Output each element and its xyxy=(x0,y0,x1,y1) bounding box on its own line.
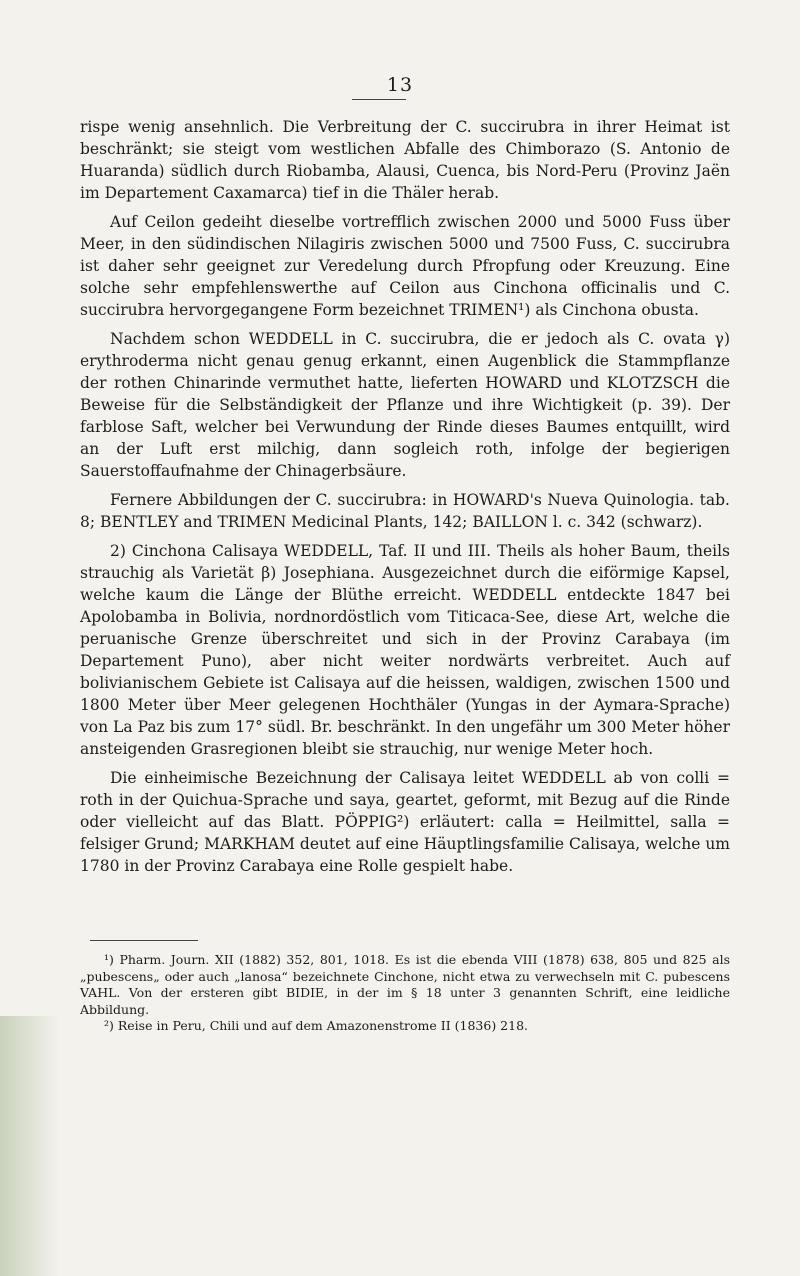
footnotes xyxy=(80,952,730,1035)
paragraph: Auf Ceilon gedeiht dieselbe vortrefflich zwischen 2000 und 5000 Fuss über Meer, in den südindischen Nilagiris zwischen 5000 und 7500 Fuss, C. succirubra ist daher sehr geeignet zur Veredelung durch Pfropfung oder Kreuzung. Eine solche sehr empfehlenswerthe auf Ceilon aus Cinchona officinalis und C. succirubra hervorgegangene Form bezeichnet TRIMEN¹) als Cinchona obusta. xyxy=(80,213,730,319)
body-text xyxy=(80,116,730,884)
footnote: ¹) Pharm. Journ. XII (1882) 352, 801, 1018. Es ist die ebenda VIII (1878) 638, 805 und 825 als „pubescens„ oder auch „lanosa“ bezeichnete Cinchone, nicht etwa zu verwechseln mit C. pubescens VAHL. Von der ersteren gibt BIDIE, in der im § 18 unter 3 genannten Schrift, eine leidliche Abbildung. xyxy=(80,952,730,1017)
page-number: 13 xyxy=(386,74,414,96)
paragraph: Fernere Abbildungen der C. succirubra: in HOWARD's Nueva Quinologia. tab. 8; BENTLEY and TRIMEN Medicinal Plants, 142; BAILLON l. c. 342 (schwarz). xyxy=(80,491,730,531)
paragraph: 2) Cinchona Calisaya WEDDELL, Taf. II und III. Theils als hoher Baum, theils strauchig als Varietät β) Josephiana. Ausgezeichnet durch die eiförmige Kapsel, welche kaum die Länge der Blüthe erreicht. WEDDELL entdeckte 1847 bei Apolobamba in Bolivia, nordnordöstlich vom Titicaca-See, diese Art, welche die peruanische Grenze überschreitet und sich in der Provinz Carabaya (im Departement Puno), aber nicht weiter nordwärts verbreitet. Auch auf bolivianischem Gebiete ist Calisaya auf die heissen, waldigen, zwischen 1500 und 1800 Meter über Meer gelegenen Hochthäler (Yungas in der Aymara-Sprache) von La Paz bis zum 17° südl. Br. beschränkt. In den ungefähr um 300 Meter höher ansteigenden Grasregionen bleibt sie strauchig, nur wenige Meter hoch. xyxy=(80,542,730,758)
footnote: ²) Reise in Peru, Chili und auf dem Amazonenstrome II (1836) 218. xyxy=(104,1018,529,1033)
header-rule xyxy=(352,99,406,100)
paragraph: Nachdem schon WEDDELL in C. succirubra, die er jedoch als C. ovata γ) erythroderma nicht genau genug erkannt, einen Augenblick die Stammpflanze der rothen Chinarinde vermuthet hatte, lieferten HOWARD und KLOTZSCH die Beweise für die Selbständigkeit der Pflanze und ihre Wichtigkeit (p. 39). Der farblose Saft, welcher bei Verwundung der Rinde dieses Baumes entquillt, wird an der Luft erst milchig, dann sogleich roth, infolge der begierigen Sauerstoffaufnahme der Chinagerbsäure. xyxy=(80,330,730,480)
paragraph: Die einheimische Bezeichnung der Calisaya leitet WEDDELL ab von colli = roth in der Quichua-Sprache und saya, geartet, geformt, mit Bezug auf die Rinde oder vielleicht auf das Blatt. PÖPPIG²) erläutert: calla = Heilmittel, salla = felsiger Grund; MARKHAM deutet auf eine Häuptlingsfamilie Calisaya, welche um 1780 in der Provinz Carabaya eine Rolle gespielt habe. xyxy=(80,769,730,875)
page-stain xyxy=(0,1016,60,1276)
footnote-rule xyxy=(90,940,198,941)
paragraph: rispe wenig ansehnlich. Die Verbreitung der C. succirubra in ihrer Heimat ist beschränkt; sie steigt vom westlichen Abfalle des Chimborazo (S. Antonio de Huaranda) südlich durch Riobamba, Alausi, Cuenca, bis Nord-Peru (Provinz Jaën im Departement Caxamarca) tief in die Thäler herab. xyxy=(80,118,730,202)
